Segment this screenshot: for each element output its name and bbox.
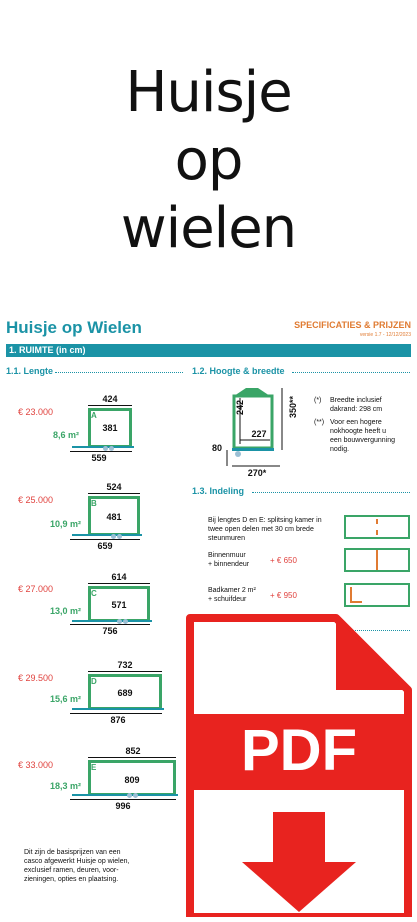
dim-inner: 481: [106, 512, 122, 522]
wall-mark: [376, 550, 378, 570]
note-text: [330, 418, 395, 454]
wheel: [127, 793, 132, 798]
option-price: + € 650: [270, 556, 297, 565]
note-line: nokhoogte heeft u: [330, 428, 387, 435]
model-letter: C: [91, 589, 97, 598]
dim-line: [70, 624, 150, 625]
version-label: versie 1.7 - 12/12/2023: [359, 332, 411, 338]
dim-top: 424: [102, 394, 118, 404]
model-letter: B: [91, 499, 97, 508]
dim-line: [70, 713, 162, 714]
dim-bottom: 559: [91, 453, 107, 463]
wheel: [235, 451, 241, 457]
chassis: [72, 794, 178, 796]
note-mark: (**): [314, 419, 325, 426]
divider: [55, 372, 183, 373]
dim-height-total: 350**: [288, 395, 298, 419]
note-asterisk: [314, 418, 324, 427]
area: 18,3 m²: [50, 781, 82, 791]
model-letter: A: [91, 411, 97, 420]
hoogte-heading: 1.2. Hoogte & breedte: [192, 366, 285, 376]
option-line: Bij lengtes D en E: splitsing kamer in: [208, 517, 322, 524]
option-line: steunmuren: [208, 535, 245, 542]
price: € 33.000: [18, 760, 54, 770]
dim-inner: 689: [117, 688, 133, 698]
wall-mark: [376, 519, 378, 524]
chassis-bar: [232, 448, 274, 451]
chassis: [72, 534, 142, 536]
footer-line: Dit zijn de basisprijzen van een: [24, 849, 121, 856]
hero-line-2: op: [174, 128, 243, 193]
option-split: [208, 516, 322, 543]
lengte-heading: 1.1. Lengte: [6, 366, 54, 376]
dim-bottom: 756: [102, 626, 118, 636]
floorplan-badkamer: [344, 583, 410, 607]
arrow-shaft: [273, 812, 325, 862]
dim-bottom: 876: [110, 715, 126, 725]
model-letter: E: [91, 763, 97, 772]
dim-inner: 571: [111, 600, 127, 610]
model-letter: D: [91, 677, 97, 686]
pdf-icon-svg: [186, 612, 412, 917]
dim-top: 524: [106, 482, 122, 492]
hero-line-3: wielen: [120, 196, 297, 261]
option-price: + € 950: [270, 591, 297, 600]
chassis: [72, 620, 152, 622]
note-line: Voor een hogere: [330, 419, 382, 426]
dim-inner: 381: [102, 423, 118, 433]
dim-line: [88, 671, 162, 672]
footer-line: casco afgewerkt Huisje op wielen,: [24, 858, 130, 865]
note-text: [330, 396, 382, 414]
section-bar-label: 1. RUIMTE (in cm): [9, 345, 86, 355]
note-mark: (*): [314, 397, 322, 404]
pdf-label: PDF: [241, 718, 357, 783]
document-fold: [336, 618, 408, 690]
option-line: + schuifdeur: [208, 596, 247, 603]
dim-line: [88, 493, 140, 494]
wall-mark: [350, 601, 362, 603]
price: € 23.000: [18, 407, 54, 417]
dim-top: 852: [125, 746, 141, 756]
wall-mark: [376, 530, 378, 535]
dim-width-inner: 227: [251, 429, 267, 439]
note-line: een bouwvergunning: [330, 437, 395, 444]
dim-height-inner: 242: [235, 399, 245, 415]
area: 15,6 m²: [50, 694, 82, 704]
doc-title: Huisje op Wielen: [6, 318, 142, 337]
note-asterisk: [314, 396, 321, 405]
dim-top: 614: [111, 572, 127, 582]
dim-base: 80: [211, 443, 222, 453]
chassis: [72, 708, 164, 710]
option-line: + binnendeur: [208, 561, 250, 568]
option-badkamer: [208, 586, 256, 604]
floorplan-split: [344, 515, 410, 539]
dim-bottom: 659: [97, 541, 113, 551]
footer-line: exclusief ramen, deuren, voor-: [24, 867, 119, 874]
dim-width-total: 270*: [247, 468, 267, 478]
section-bar: [6, 344, 411, 357]
option-line: twee open delen met 30 cm brede: [208, 526, 314, 533]
dim-line: [88, 583, 150, 584]
price: € 29.500: [18, 673, 54, 683]
hero-title: [0, 0, 417, 300]
price: € 27.000: [18, 584, 54, 594]
floorplan-binnenmuur: [344, 548, 410, 572]
note-line: Breedte inclusief: [330, 397, 382, 404]
price: € 25.000: [18, 495, 54, 505]
wheel: [133, 793, 138, 798]
option-line: Binnenmuur: [208, 552, 246, 559]
dim-top: 732: [117, 660, 133, 670]
dim-line: [70, 539, 140, 540]
indeling-heading: 1.3. Indeling: [192, 486, 245, 496]
dim-bottom: 996: [115, 801, 131, 811]
dim-line: [70, 451, 132, 452]
area: 10,9 m²: [50, 519, 82, 529]
dim-line: [88, 405, 132, 406]
note-line: nodig.: [330, 446, 350, 453]
divider: [252, 492, 410, 493]
note-line: dakrand: 298 cm: [330, 406, 383, 413]
option-line: Badkamer 2 m²: [208, 587, 256, 594]
dim-inner: 809: [124, 775, 140, 785]
area: 13,0 m²: [50, 606, 82, 616]
dim-line: [70, 799, 176, 800]
hero-line-1: Huisje: [125, 60, 292, 125]
pdf-download-icon[interactable]: [186, 612, 412, 917]
dim-line: [88, 757, 176, 758]
spec-label: SPECIFICATIES & PRIJZEN: [294, 320, 411, 330]
divider: [292, 372, 410, 373]
footer-line: zieningen, opties en plaatsing.: [24, 876, 119, 883]
footer-note: [24, 848, 129, 884]
area: 8,6 m²: [53, 430, 80, 440]
option-binnenmuur: [208, 551, 249, 569]
